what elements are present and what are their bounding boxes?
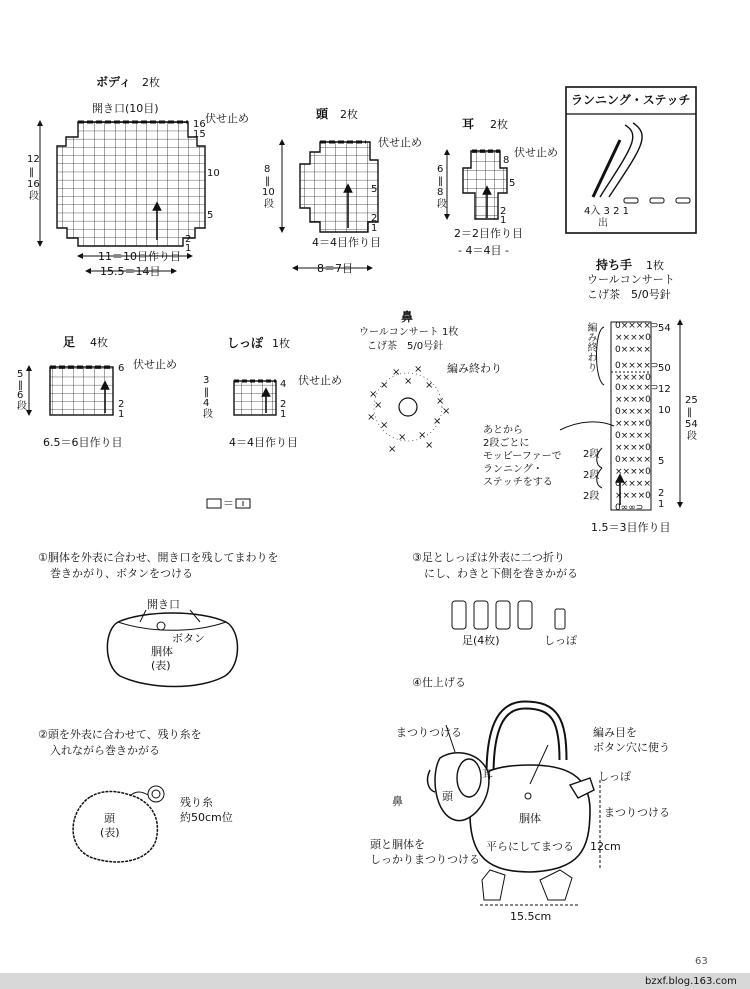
body-row-10: 10 (207, 168, 220, 179)
step3-feet: 足(4枚) (462, 634, 500, 647)
svg-text:×: × (380, 420, 389, 431)
body-row-15: 15 (193, 129, 206, 140)
svg-text:×: × (425, 440, 434, 451)
ear-title: 耳 (462, 117, 475, 131)
tail-chart (234, 381, 276, 415)
running-title: ランニング・ステッチ (571, 93, 691, 107)
svg-text:0××××⊃: 0××××⊃ (615, 321, 659, 331)
handle-note-2: モッピーファーで (483, 451, 562, 462)
svg-text:×: × (380, 380, 389, 391)
svg-text:×: × (418, 430, 427, 441)
step2-head: 頭 (104, 812, 115, 825)
body-base: 11＝10目作り目 (98, 250, 181, 263)
ear-base: 2＝2目作り目 (454, 227, 523, 240)
handle-side: 編み終わり (585, 322, 596, 372)
ear-chart (447, 151, 510, 219)
step4-sew-note2: しっかりまつりつける (370, 853, 480, 866)
step3-text2: にし、わきと下側を巻きかがる (424, 567, 578, 580)
ear-count: 2枚 (490, 118, 508, 131)
head-title: 頭 (316, 107, 329, 121)
handle-two-dan-0: 2段 (583, 449, 600, 460)
handle-len-num: 25 (685, 395, 698, 406)
running-numbers: 4入 3 2 1 (584, 206, 629, 217)
step4-title: ④仕上げる (412, 676, 466, 689)
ear-bindoff: 伏せ止め (514, 146, 558, 159)
ear-height-unit: 段 (437, 199, 447, 210)
svg-text:×: × (404, 376, 413, 387)
handle-count: 1枚 (646, 259, 664, 272)
body-height-sub: 16 (27, 179, 40, 190)
tail-height-eq: ‖ (204, 387, 209, 398)
step2-yarn1: 残り糸 (180, 796, 213, 809)
head-count: 2枚 (340, 108, 358, 121)
ear-width: - 4＝4目 - (458, 244, 509, 257)
step2-text2: 入れながら巻きかがる (50, 744, 160, 757)
step4-head: 頭 (442, 790, 453, 803)
body-height-num: 12 (27, 154, 40, 165)
ear-row-2: 2 (500, 206, 507, 217)
handle-row-2: 2 (658, 488, 665, 499)
step3-tail: しっぽ (544, 634, 577, 647)
handle-stitches (615, 321, 658, 513)
svg-text:×: × (374, 400, 383, 411)
body-row-2: 2 (185, 234, 192, 245)
step1-opening: 開き口 (147, 598, 180, 611)
svg-text:×: × (392, 367, 401, 378)
handle-title: 持ち手 (596, 258, 633, 272)
step2-text1: ②頭を外表に合わせて、残り糸を (38, 728, 202, 741)
handle-row-5: 5 (658, 456, 665, 467)
ear-row-5: 5 (509, 178, 516, 189)
step4-tail: しっぽ (598, 770, 631, 783)
body-width: 15.5＝14目 (100, 265, 161, 278)
body-bindoff: 伏せ止め (205, 112, 249, 125)
handle-row-1: 1 (658, 499, 665, 510)
svg-text:0××××: 0×××× (615, 479, 651, 489)
svg-text:0∞∞⊃: 0∞∞⊃ (615, 503, 644, 513)
foot-title: 足 (63, 335, 76, 349)
nose-chart (367, 364, 450, 455)
step1-button: ボタン (172, 632, 205, 645)
head-bindoff: 伏せ止め (378, 136, 422, 149)
svg-text:××××0: ××××0 (615, 467, 651, 477)
handle-len-sub: 54 (685, 419, 698, 430)
head-height-eq: ‖ (265, 176, 270, 187)
head-chart (282, 142, 378, 268)
svg-text:×: × (398, 432, 407, 443)
step4-width: 15.5cm (510, 910, 552, 923)
step4-nose: 鼻 (392, 795, 403, 808)
head-base: 4＝4目作り目 (312, 236, 381, 249)
foot-row-1: 1 (118, 409, 125, 420)
site-url: bzxf.blog.163.com (645, 976, 737, 987)
head-row-5: 5 (371, 184, 378, 195)
head-row-2: 2 (371, 213, 378, 224)
step3-illustration (452, 601, 565, 629)
svg-text:××××0: ××××0 (615, 419, 651, 429)
svg-text:××××0: ××××0 (615, 333, 651, 343)
step3-text1: ③足としっぽは外表に二つ折り (412, 551, 565, 564)
svg-text:×: × (433, 416, 442, 427)
step1-text1: ①胴体を外表に合わせ、開き口を残してまわりを (38, 551, 279, 564)
foot-row-6: 6 (118, 363, 125, 374)
nose-yarn: ウールコンサート 1枚 (359, 327, 459, 338)
ear-height-sub: 8 (437, 187, 444, 198)
nose-yarn2: こげ茶 5/0号針 (367, 341, 444, 352)
body-title: ボディ (96, 75, 132, 89)
foot-height-num: 5 (17, 369, 24, 380)
body-row-5: 5 (207, 210, 214, 221)
tail-count: 1枚 (272, 337, 290, 350)
running-out: 出 (598, 218, 608, 229)
head-height-num: 8 (264, 164, 271, 175)
head-width: 8＝7目 (317, 262, 353, 275)
svg-text:××××0: ××××0 (615, 395, 651, 405)
step4-body: 胴体 (519, 812, 541, 825)
body-opening: 開き口(10目) (92, 102, 159, 115)
handle-two-dan-2: 2段 (583, 491, 600, 502)
step4-stitch2: ボタン穴に使う (593, 741, 670, 754)
legend-equals: ＝ (223, 497, 234, 510)
tail-height-sub: 4 (203, 398, 210, 409)
svg-text:0××××⊃: 0××××⊃ (615, 383, 659, 393)
step1-text2: 巻きかがり、ボタンをつける (50, 567, 193, 580)
svg-text:0××××⊃: 0××××⊃ (615, 361, 659, 371)
foot-base: 6.5＝6目作り目 (43, 436, 123, 449)
foot-bindoff: 伏せ止め (133, 358, 177, 371)
tail-title: しっぽ (227, 336, 264, 350)
step2-illustration (73, 786, 164, 862)
step4-sew1: まつりつける (396, 726, 462, 739)
svg-text:0××××: 0×××× (615, 407, 651, 417)
svg-text:××××0: ××××0 (615, 491, 651, 501)
foot-height-unit: 段 (17, 401, 27, 412)
handle-base: 1.5＝3目作り目 (591, 521, 671, 534)
body-row-1: 1 (185, 243, 192, 254)
head-row-1: 1 (371, 223, 378, 234)
step2-yarn2: 約50cm位 (180, 811, 233, 824)
footer-bar (0, 973, 750, 989)
step4-flat: 平らにしてまつる (486, 840, 574, 853)
handle-note-3: ランニング・ (483, 464, 543, 475)
step4-sew2: まつりつける (604, 806, 670, 819)
step1-body: 胴体 (151, 645, 173, 658)
foot-height-eq: ‖ (18, 380, 23, 391)
handle-len-unit: 段 (687, 431, 697, 442)
page-number: 63 (695, 956, 708, 967)
svg-text:×: × (369, 389, 378, 400)
svg-text:×: × (425, 380, 434, 391)
head-height-sub: 10 (262, 187, 275, 198)
svg-text:×: × (414, 364, 423, 375)
handle-yarn2: こげ茶 5/0号針 (587, 288, 671, 301)
tail-row-4: 4 (280, 379, 287, 390)
step2-face: (表) (100, 826, 120, 839)
body-row-16: 16 (193, 119, 206, 130)
tail-bindoff: 伏せ止め (298, 374, 342, 387)
ear-row-8: 8 (503, 155, 510, 166)
handle-row-12: 12 (658, 384, 671, 395)
head-height-unit: 段 (264, 199, 274, 210)
body-chart (40, 122, 205, 271)
step1-face: (表) (151, 659, 171, 672)
handle-two-dan-1: 2段 (583, 470, 600, 481)
tail-row-2: 2 (280, 399, 287, 410)
body-height-unit: 段 (29, 191, 39, 202)
nose-end: 編み終わり (447, 362, 502, 375)
svg-text:0××××: 0×××× (615, 345, 651, 355)
handle-row-54: 54 (658, 323, 671, 334)
body-count: 2枚 (142, 76, 160, 89)
ear-height-eq: ‖ (438, 176, 443, 187)
svg-text:×: × (436, 396, 445, 407)
ear-height-num: 6 (437, 164, 444, 175)
nose-title: 鼻 (401, 310, 414, 324)
handle-len-eq: ‖ (687, 407, 692, 418)
handle-row-50: 50 (658, 363, 671, 374)
step4-height: 12cm (590, 840, 621, 853)
foot-chart (29, 367, 113, 415)
svg-text:×: × (367, 412, 376, 423)
handle-yarn: ウールコンサート (587, 273, 675, 286)
body-height-eq: ‖ (29, 167, 34, 178)
handle-note-1: 2段ごとに (483, 438, 530, 449)
step4-stitch1: 編み目を (593, 726, 637, 739)
foot-row-2: 2 (118, 399, 125, 410)
handle-note-0: あとから (483, 425, 523, 436)
foot-height-sub: 6 (17, 390, 24, 401)
foot-count: 4枚 (90, 336, 108, 349)
step4-ear: 耳 (482, 768, 493, 781)
svg-text:×: × (442, 406, 451, 417)
tail-height-num: 3 (203, 375, 210, 386)
step4-sew-note1: 頭と胴体を (370, 838, 425, 851)
svg-text:0××××: 0×××× (615, 455, 651, 465)
tail-base: 4＝4目作り目 (229, 436, 298, 449)
tail-height-unit: 段 (203, 409, 213, 420)
handle-note-4: ステッチをする (483, 477, 553, 488)
svg-text:0××××: 0×××× (615, 431, 651, 441)
svg-text:××××0: ××××0 (615, 443, 651, 453)
ear-row-1: 1 (500, 215, 507, 226)
svg-text:××××0: ××××0 (615, 373, 651, 383)
svg-text:×: × (388, 444, 397, 455)
tail-row-1: 1 (280, 409, 287, 420)
handle-row-10: 10 (658, 405, 671, 416)
